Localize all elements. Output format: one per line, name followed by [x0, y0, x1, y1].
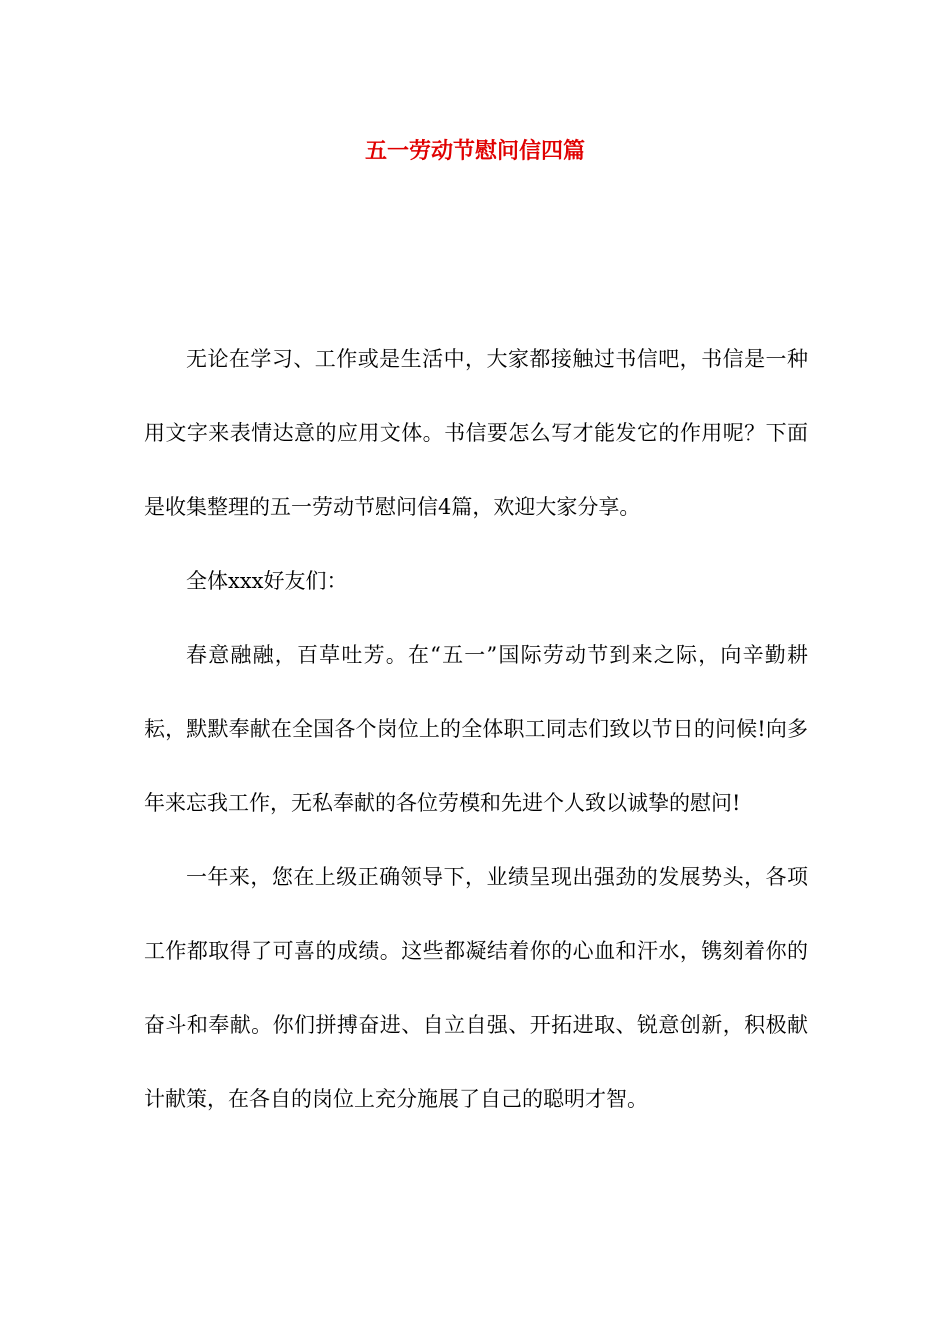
document-body [144, 322, 808, 1136]
paragraph-intro: 无论在学习、工作或是生活中，大家都接触过书信吧，书信是一种用文字来表情达意的应用文体。书信要怎么写才能发它的作用呢？下面是收集整理的五一劳动节慰问信4篇，欢迎大家分享。 [144, 347, 808, 519]
paragraph-salutation: 全体xxx好友们： [186, 569, 348, 593]
paragraph-greeting: 春意融融，百草吐芳。在“五一”国际劳动节到来之际，向辛勤耕耘，默默奉献在全国各个岗位上的全体职工同志们致以节日的问候!向多年来忘我工作，无私奉献的各位劳模和先进个人致以诚挚的慰问! [144, 643, 808, 815]
document-title: 五一劳动节慰问信四篇 [364, 138, 585, 164]
paragraph-achievements: 一年来，您在上级正确领导下，业绩呈现出强劲的发展势头，各项工作都取得了可喜的成绩。这些都凝结着你的心血和汗水，镌刻着你的奋斗和奉献。你们拼搏奋进、自立自强、开拓进取、锐意创新，积极献计献策，在各自的岗位上充分施展了自己的聪明才智。 [144, 865, 808, 1111]
